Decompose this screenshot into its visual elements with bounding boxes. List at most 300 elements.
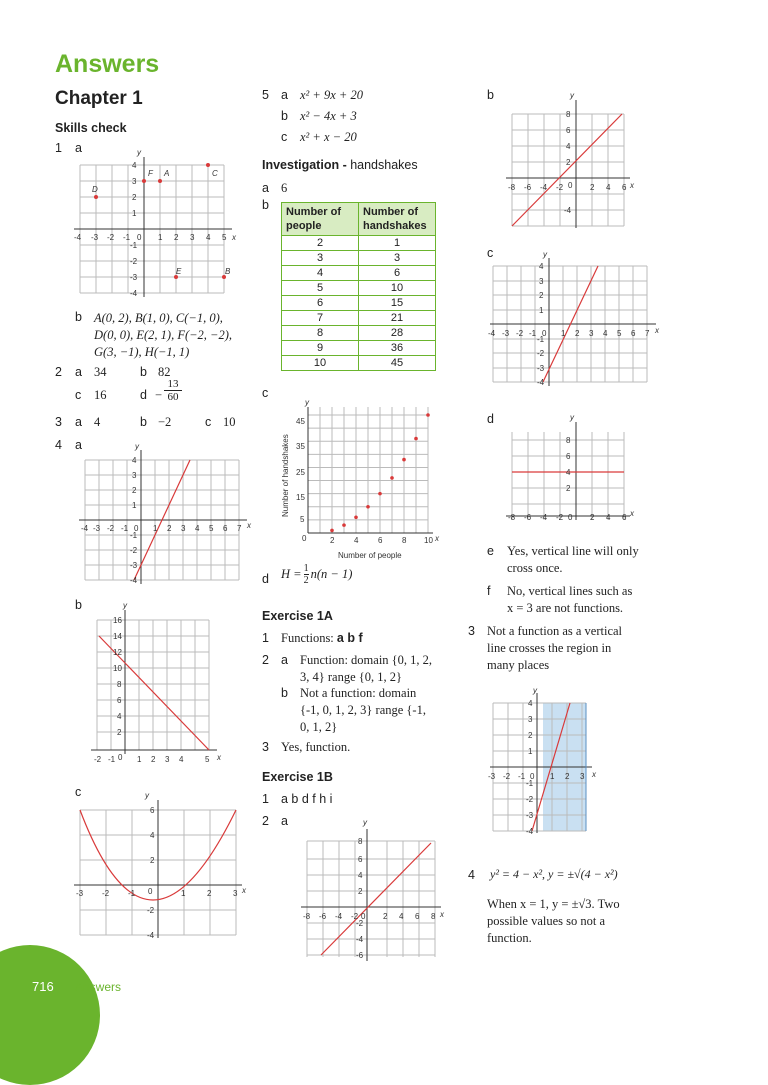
svg-text:-4: -4 bbox=[537, 378, 545, 387]
y-tick-25: 25 bbox=[296, 468, 305, 477]
q4c-label: c bbox=[75, 785, 82, 799]
graph-q1a bbox=[70, 145, 250, 305]
svg-text:-3: -3 bbox=[130, 273, 138, 282]
q5a-label: a bbox=[281, 88, 288, 102]
q2d-denominator: 60 bbox=[167, 391, 179, 403]
q5a-text: x² + 9x + 20 bbox=[300, 88, 363, 102]
right-q3-line2: line crosses the region in bbox=[487, 641, 612, 655]
svg-text:4: 4 bbox=[399, 912, 404, 921]
graph-q4a bbox=[75, 440, 260, 585]
q5-number: 5 bbox=[262, 88, 269, 102]
svg-text:-2: -2 bbox=[537, 349, 545, 358]
ex1a-q2b-label: b bbox=[281, 686, 288, 700]
svg-text:2: 2 bbox=[174, 233, 179, 242]
svg-text:-4: -4 bbox=[81, 524, 89, 533]
x-tick-6: 6 bbox=[378, 536, 383, 545]
right-q3-line1: Not a function as a vertical bbox=[487, 624, 623, 638]
svg-text:1: 1 bbox=[561, 329, 566, 338]
table-header-handshakes: Number of handshakes bbox=[359, 203, 436, 236]
svg-text:-4: -4 bbox=[130, 576, 138, 585]
investigation-heading-rest: handshakes bbox=[350, 158, 418, 172]
svg-text:0: 0 bbox=[530, 772, 535, 781]
q5c-text: x² + x − 20 bbox=[300, 130, 357, 144]
svg-text:1: 1 bbox=[539, 306, 544, 315]
page-number: 716 bbox=[32, 979, 54, 994]
ex1a-q1-number: 1 bbox=[262, 631, 269, 645]
svg-text:4: 4 bbox=[150, 831, 155, 840]
svg-text:-4: -4 bbox=[130, 289, 138, 298]
graph-right-c bbox=[488, 248, 663, 388]
point-a bbox=[158, 179, 162, 183]
q3b-value: −2 bbox=[158, 415, 172, 429]
svg-text:2: 2 bbox=[167, 524, 172, 533]
svg-text:0: 0 bbox=[118, 753, 123, 762]
inv-d-lhs: H = bbox=[281, 567, 302, 581]
svg-text:-1: -1 bbox=[130, 241, 138, 250]
handshake-table bbox=[281, 202, 436, 371]
q4a-label: a bbox=[75, 438, 82, 452]
svg-text:x: x bbox=[247, 521, 251, 530]
q3c-label: c bbox=[205, 415, 212, 429]
svg-text:y: y bbox=[363, 818, 367, 827]
q2b-label: b bbox=[140, 365, 147, 379]
svg-text:6: 6 bbox=[566, 126, 571, 135]
q2d-sign: − bbox=[155, 388, 163, 402]
svg-text:8: 8 bbox=[117, 680, 122, 689]
svg-text:6: 6 bbox=[223, 524, 228, 533]
svg-text:4: 4 bbox=[606, 513, 611, 522]
ex1a-q2a-label: a bbox=[281, 653, 288, 667]
svg-text:-4: -4 bbox=[356, 935, 364, 944]
svg-text:-2: -2 bbox=[516, 329, 524, 338]
data-point bbox=[390, 476, 394, 480]
svg-text:-1: -1 bbox=[526, 779, 534, 788]
q2-number: 2 bbox=[55, 365, 62, 379]
data-point bbox=[354, 515, 358, 519]
x-tick-10: 10 bbox=[424, 536, 433, 545]
q1b-label: b bbox=[75, 310, 82, 324]
footer-tab bbox=[0, 945, 100, 1085]
svg-text:-2: -2 bbox=[130, 546, 138, 555]
svg-text:-6: -6 bbox=[524, 183, 532, 192]
x-axis-letter: x bbox=[435, 534, 439, 543]
svg-text:x: x bbox=[232, 233, 236, 242]
svg-text:4: 4 bbox=[566, 468, 571, 477]
data-point bbox=[378, 492, 382, 496]
half-fraction bbox=[304, 563, 309, 586]
ex1a-q3-text: Yes, function. bbox=[281, 740, 351, 754]
right-b-label: b bbox=[487, 88, 494, 102]
svg-text:2: 2 bbox=[207, 889, 212, 898]
ex1a-q1-bold: a b f bbox=[336, 631, 363, 645]
svg-text:0: 0 bbox=[568, 181, 573, 190]
svg-text:-8: -8 bbox=[508, 513, 516, 522]
label-a: A bbox=[164, 169, 170, 178]
data-point bbox=[342, 523, 346, 527]
svg-text:-1: -1 bbox=[518, 772, 526, 781]
svg-text:8: 8 bbox=[566, 436, 571, 445]
svg-text:14: 14 bbox=[113, 632, 122, 641]
graph-right-b bbox=[500, 90, 650, 230]
svg-text:3: 3 bbox=[539, 277, 544, 286]
svg-text:1: 1 bbox=[137, 755, 142, 764]
svg-text:10: 10 bbox=[113, 664, 122, 673]
right-q4-line2: possible values so not a bbox=[487, 914, 606, 928]
svg-text:2: 2 bbox=[383, 912, 388, 921]
svg-text:3: 3 bbox=[181, 524, 186, 533]
data-point bbox=[330, 529, 334, 533]
q3a-label: a bbox=[75, 415, 82, 429]
y-axis-letter: y bbox=[305, 398, 309, 407]
svg-text:-3: -3 bbox=[91, 233, 99, 242]
q2a-value: 34 bbox=[94, 365, 107, 379]
x-tick-0: 0 bbox=[302, 534, 307, 543]
svg-text:4: 4 bbox=[206, 233, 211, 242]
ex1a-q2b-line3: 0, 1, 2} bbox=[300, 720, 338, 734]
right-f-label: f bbox=[487, 584, 491, 598]
svg-text:-4: -4 bbox=[147, 931, 155, 940]
q3c-value: 10 bbox=[223, 415, 236, 429]
ex1a-q3-number: 3 bbox=[262, 740, 269, 754]
svg-text:-8: -8 bbox=[508, 183, 516, 192]
graph-q4b bbox=[85, 600, 235, 770]
q2c-label: c bbox=[75, 388, 82, 402]
svg-text:-4: -4 bbox=[540, 183, 548, 192]
svg-text:-4: -4 bbox=[335, 912, 343, 921]
q2c-value: 16 bbox=[94, 388, 107, 402]
right-d-label: d bbox=[487, 412, 494, 426]
y-tick-35: 35 bbox=[296, 442, 305, 451]
svg-text:3: 3 bbox=[190, 233, 195, 242]
skills-check-heading: Skills check bbox=[55, 121, 127, 135]
svg-text:1: 1 bbox=[181, 889, 186, 898]
inv-c-label: c bbox=[262, 386, 269, 400]
svg-text:-1: -1 bbox=[123, 233, 131, 242]
q1-number: 1 bbox=[55, 141, 62, 155]
svg-text:-2: -2 bbox=[130, 257, 138, 266]
svg-text:-3: -3 bbox=[93, 524, 101, 533]
right-f-line1: No, vertical lines such as bbox=[507, 584, 633, 598]
svg-text:x: x bbox=[440, 910, 444, 919]
svg-text:4: 4 bbox=[132, 456, 137, 465]
svg-text:2: 2 bbox=[590, 183, 595, 192]
svg-text:x: x bbox=[242, 886, 246, 895]
svg-text:-3: -3 bbox=[76, 889, 84, 898]
svg-text:6: 6 bbox=[566, 452, 571, 461]
svg-text:-2: -2 bbox=[351, 912, 359, 921]
svg-text:12: 12 bbox=[113, 648, 122, 657]
x-axis-label: Number of people bbox=[338, 551, 402, 560]
svg-text:8: 8 bbox=[431, 912, 436, 921]
svg-text:-4: -4 bbox=[564, 206, 572, 215]
svg-text:4: 4 bbox=[132, 161, 137, 170]
svg-text:2: 2 bbox=[539, 291, 544, 300]
svg-text:6: 6 bbox=[631, 329, 636, 338]
ex1b-q2a-label: a bbox=[281, 814, 288, 828]
svg-text:-2: -2 bbox=[107, 524, 115, 533]
right-q4-line3: function. bbox=[487, 931, 532, 945]
table-header-people: Number of people bbox=[282, 203, 359, 236]
svg-text:y: y bbox=[145, 791, 149, 800]
table-row: 8 28 bbox=[282, 326, 436, 341]
svg-text:-2: -2 bbox=[147, 906, 155, 915]
svg-text:4: 4 bbox=[528, 699, 533, 708]
q2d-label: d bbox=[140, 388, 147, 402]
svg-text:4: 4 bbox=[603, 329, 608, 338]
ex1a-q1 bbox=[281, 630, 363, 647]
right-q3-line3: many places bbox=[487, 658, 550, 672]
ex1b-q1-text: a b d f h i bbox=[281, 792, 333, 806]
right-q4-number: 4 bbox=[468, 868, 475, 882]
svg-text:-2: -2 bbox=[356, 919, 364, 928]
ex1b-q2-number: 2 bbox=[262, 814, 269, 828]
q1b-line2: D(0, 0), E(2, 1), F(−2, −2), bbox=[94, 328, 233, 342]
svg-text:5: 5 bbox=[205, 755, 210, 764]
q4b-label: b bbox=[75, 598, 82, 612]
svg-text:2: 2 bbox=[132, 486, 137, 495]
inv-a-value: 6 bbox=[281, 181, 288, 195]
ex1a-q2-number: 2 bbox=[262, 653, 269, 667]
investigation-heading bbox=[262, 158, 418, 172]
inv-d-formula bbox=[281, 563, 352, 586]
right-q4-equation: y² = 4 − x², y = ±√(4 − x²) bbox=[490, 867, 618, 881]
q4-number: 4 bbox=[55, 438, 62, 452]
svg-text:-4: -4 bbox=[74, 233, 82, 242]
svg-text:4: 4 bbox=[566, 142, 571, 151]
svg-text:1: 1 bbox=[153, 524, 158, 533]
label-d: D bbox=[92, 185, 98, 194]
svg-text:-1: -1 bbox=[130, 531, 138, 540]
data-point bbox=[414, 437, 418, 441]
y-tick-45: 45 bbox=[296, 417, 305, 426]
graph-right-d bbox=[500, 412, 650, 527]
y-tick-5: 5 bbox=[300, 515, 305, 524]
line-ex1b-2a bbox=[321, 843, 431, 955]
svg-text:0: 0 bbox=[137, 233, 142, 242]
svg-text:y: y bbox=[123, 601, 127, 610]
svg-text:0: 0 bbox=[568, 513, 573, 522]
svg-text:4: 4 bbox=[117, 712, 122, 721]
data-point bbox=[402, 458, 406, 462]
label-b: B bbox=[225, 267, 231, 276]
svg-text:2: 2 bbox=[150, 856, 155, 865]
ex1a-q2a-line2: 3, 4} range {0, 1, 2} bbox=[300, 670, 403, 684]
q2b-value: 82 bbox=[158, 365, 171, 379]
inv-a-label: a bbox=[262, 181, 269, 195]
svg-text:-6: -6 bbox=[356, 951, 364, 960]
table-row: 7 21 bbox=[282, 311, 436, 326]
q1a-label: a bbox=[75, 141, 82, 155]
table-row: 5 10 bbox=[282, 281, 436, 296]
svg-text:4: 4 bbox=[606, 183, 611, 192]
table-row: 10 45 bbox=[282, 356, 436, 371]
svg-text:-6: -6 bbox=[524, 513, 532, 522]
table-row: 6 15 bbox=[282, 296, 436, 311]
ex1a-q1-text: Functions: bbox=[281, 631, 337, 645]
svg-text:3: 3 bbox=[165, 755, 170, 764]
svg-text:7: 7 bbox=[645, 329, 650, 338]
svg-text:6: 6 bbox=[622, 513, 627, 522]
handshake-chart bbox=[278, 395, 453, 565]
svg-text:0: 0 bbox=[361, 912, 366, 921]
svg-text:3: 3 bbox=[589, 329, 594, 338]
svg-text:7: 7 bbox=[237, 524, 242, 533]
right-q3-number: 3 bbox=[468, 624, 475, 638]
svg-text:1: 1 bbox=[158, 233, 163, 242]
svg-text:2: 2 bbox=[117, 728, 122, 737]
svg-text:y: y bbox=[570, 91, 574, 100]
svg-text:6: 6 bbox=[622, 183, 627, 192]
svg-text:-3: -3 bbox=[130, 561, 138, 570]
right-e-line2: cross once. bbox=[507, 561, 563, 575]
right-q4-line1: When x = 1, y = ±√3. Two bbox=[487, 897, 620, 911]
svg-text:x: x bbox=[217, 753, 221, 762]
svg-text:2: 2 bbox=[132, 193, 137, 202]
half-numerator: 1 bbox=[303, 563, 309, 574]
svg-text:y: y bbox=[137, 148, 141, 157]
right-c-label: c bbox=[487, 246, 494, 260]
svg-text:3: 3 bbox=[233, 889, 238, 898]
table-row: 3 3 bbox=[282, 251, 436, 266]
half-denominator: 2 bbox=[303, 575, 309, 586]
ex1b-q1-number: 1 bbox=[262, 792, 269, 806]
svg-text:-1: -1 bbox=[121, 524, 129, 533]
table-row: 4 6 bbox=[282, 266, 436, 281]
svg-text:6: 6 bbox=[150, 806, 155, 815]
label-f: F bbox=[148, 169, 153, 178]
svg-text:-1: -1 bbox=[529, 329, 537, 338]
svg-text:-8: -8 bbox=[303, 912, 311, 921]
svg-text:3: 3 bbox=[580, 772, 585, 781]
svg-text:y: y bbox=[543, 250, 547, 259]
svg-text:5: 5 bbox=[209, 524, 214, 533]
svg-text:4: 4 bbox=[539, 262, 544, 271]
inv-b-label: b bbox=[262, 198, 269, 212]
svg-text:8: 8 bbox=[566, 110, 571, 119]
svg-text:y: y bbox=[570, 413, 574, 422]
graph-right-q3 bbox=[488, 685, 603, 835]
q5b-text: x² − 4x + 3 bbox=[300, 109, 357, 123]
right-e-label: e bbox=[487, 544, 494, 558]
svg-text:1: 1 bbox=[550, 772, 555, 781]
svg-text:1: 1 bbox=[132, 209, 137, 218]
svg-text:-3: -3 bbox=[537, 364, 545, 373]
q3a-value: 4 bbox=[94, 415, 101, 429]
svg-text:4: 4 bbox=[358, 871, 363, 880]
ex1a-q2b-line1: Not a function: domain bbox=[300, 686, 417, 700]
svg-text:2: 2 bbox=[566, 158, 571, 167]
point-f bbox=[142, 179, 146, 183]
svg-text:x: x bbox=[630, 181, 634, 190]
svg-text:-6: -6 bbox=[319, 912, 327, 921]
q5c-label: c bbox=[281, 130, 288, 144]
svg-text:0: 0 bbox=[542, 329, 547, 338]
q2d-numerator: 13 bbox=[164, 378, 182, 391]
svg-text:-1: -1 bbox=[537, 335, 545, 344]
svg-text:-4: -4 bbox=[488, 329, 496, 338]
svg-text:-4: -4 bbox=[526, 827, 534, 835]
q3b-label: b bbox=[140, 415, 147, 429]
svg-text:-1: -1 bbox=[108, 755, 116, 764]
graph-q4c bbox=[70, 790, 250, 945]
right-f-line2: x = 3 are not functions. bbox=[507, 601, 624, 615]
ex1a-q2b-line2: {-1, 0, 1, 2, 3} range {-1, bbox=[300, 703, 426, 717]
q1b-line1: A(0, 2), B(1, 0), C(−1, 0), bbox=[94, 311, 223, 325]
svg-text:-3: -3 bbox=[488, 772, 496, 781]
svg-text:2: 2 bbox=[590, 513, 595, 522]
svg-text:-2: -2 bbox=[102, 889, 110, 898]
graph-ex1b-2a bbox=[295, 815, 450, 965]
svg-text:16: 16 bbox=[113, 616, 122, 625]
svg-text:1: 1 bbox=[528, 747, 533, 756]
svg-text:3: 3 bbox=[132, 177, 137, 186]
svg-text:2: 2 bbox=[575, 329, 580, 338]
investigation-heading-bold: Investigation - bbox=[262, 158, 351, 172]
svg-text:-3: -3 bbox=[526, 811, 534, 820]
svg-text:5: 5 bbox=[222, 233, 227, 242]
svg-text:2: 2 bbox=[566, 484, 571, 493]
data-point bbox=[366, 505, 370, 509]
svg-text:0: 0 bbox=[148, 887, 153, 896]
x-tick-2: 2 bbox=[330, 536, 335, 545]
page-title: Answers bbox=[55, 50, 160, 78]
svg-text:-2: -2 bbox=[107, 233, 115, 242]
inv-d-rhs: n(n − 1) bbox=[310, 567, 353, 581]
footer-label: Answers bbox=[75, 980, 122, 994]
svg-text:5: 5 bbox=[617, 329, 622, 338]
svg-text:-3: -3 bbox=[502, 329, 510, 338]
right-e-line1: Yes, vertical line will only bbox=[507, 544, 639, 558]
exercise-1a-heading: Exercise 1A bbox=[262, 609, 333, 623]
svg-text:0: 0 bbox=[134, 524, 139, 533]
svg-text:1: 1 bbox=[132, 501, 137, 510]
svg-text:x: x bbox=[592, 770, 596, 779]
q3-number: 3 bbox=[55, 415, 62, 429]
svg-text:-2: -2 bbox=[556, 513, 564, 522]
point-c bbox=[206, 163, 210, 167]
svg-text:-4: -4 bbox=[540, 513, 548, 522]
svg-text:x: x bbox=[630, 509, 634, 518]
svg-text:y: y bbox=[135, 442, 139, 451]
table-row: 2 1 bbox=[282, 236, 436, 251]
svg-text:6: 6 bbox=[358, 855, 363, 864]
svg-text:2: 2 bbox=[565, 772, 570, 781]
svg-text:3: 3 bbox=[132, 471, 137, 480]
x-tick-4: 4 bbox=[354, 536, 359, 545]
label-c: C bbox=[212, 169, 218, 178]
svg-text:2: 2 bbox=[528, 731, 533, 740]
svg-text:x: x bbox=[655, 326, 659, 335]
svg-text:-2: -2 bbox=[526, 795, 534, 804]
x-tick-8: 8 bbox=[402, 536, 407, 545]
svg-text:-2: -2 bbox=[503, 772, 511, 781]
label-e: E bbox=[176, 267, 182, 276]
q1b-line3: G(3, −1), H(−1, 1) bbox=[94, 345, 190, 359]
exercise-1b-heading: Exercise 1B bbox=[262, 770, 333, 784]
q5b-label: b bbox=[281, 109, 288, 123]
ex1a-q2a-line1: Function: domain {0, 1, 2, bbox=[300, 653, 433, 667]
chapter-heading: Chapter 1 bbox=[55, 88, 143, 109]
svg-text:6: 6 bbox=[415, 912, 420, 921]
table-row: 9 36 bbox=[282, 341, 436, 356]
svg-text:3: 3 bbox=[528, 715, 533, 724]
data-point bbox=[426, 413, 430, 417]
svg-text:-2: -2 bbox=[94, 755, 102, 764]
q2d-fraction bbox=[164, 378, 182, 403]
svg-text:y: y bbox=[533, 686, 537, 695]
svg-text:4: 4 bbox=[179, 755, 184, 764]
inv-d-label: d bbox=[262, 572, 269, 586]
